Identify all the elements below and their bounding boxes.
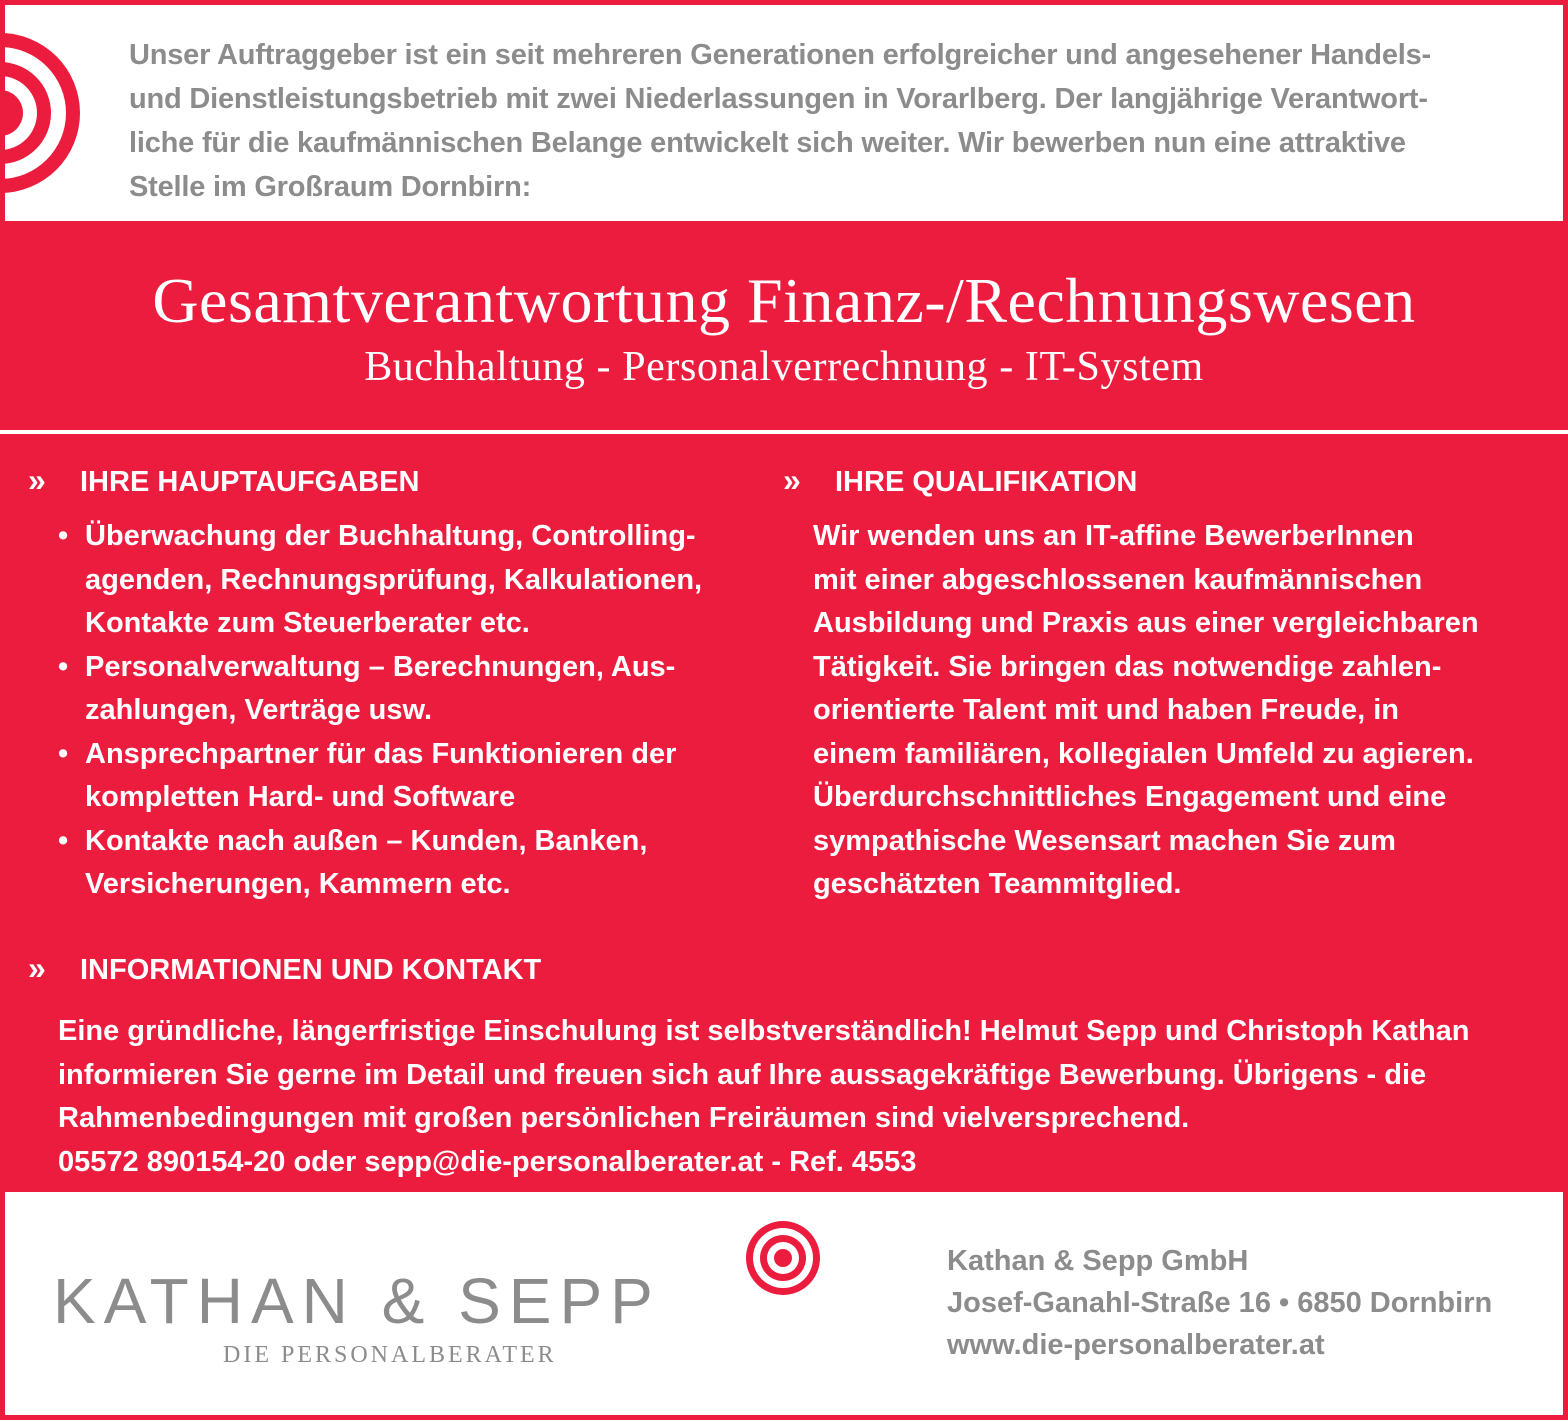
contact-line: Rahmenbedingungen mit großen persönlichen Freiräumen sind vielversprechend.	[58, 1102, 1190, 1134]
qualification-line: einem familiären, kollegialen Umfeld zu agieren.	[813, 737, 1474, 770]
qualification-line: Tätigkeit. Sie bringen das notwendige zahlen-	[813, 650, 1442, 683]
intro-line: Unser Auftraggeber ist ein seit mehreren Generationen erfolgreicher und angesehener Handels-	[129, 39, 1431, 71]
list-item-line: Versicherungen, Kammern etc.	[85, 868, 511, 900]
qualification-line: Überdurchschnittliches Engagement und eine	[813, 781, 1447, 813]
list-item	[58, 646, 778, 733]
list-item-line: Überwachung der Buchhaltung, Controlling-	[85, 520, 696, 552]
company-website-link[interactable]: www.die-personalberater.at	[947, 1329, 1325, 1361]
contact-line: informieren Sie gerne im Detail und freuen sich auf Ihre aussagekräftige Bewerbung. Übrigens - die	[58, 1058, 1427, 1091]
intro-line: Stelle im Großraum Dornbirn:	[129, 171, 532, 203]
company-logo-wordmark: KATHAN & SEPP	[53, 1265, 661, 1337]
job-subtitle: Buchhaltung - Personalverrechnung - IT-System	[364, 344, 1204, 390]
qualification-line: orientierte Talent mit und haben Freude, in	[813, 694, 1399, 726]
qualification-line: mit einer abgeschlossenen kaufmännischen	[813, 563, 1423, 596]
tasks-heading	[28, 460, 419, 500]
qualification-line: geschätzten Teammitglied.	[813, 868, 1182, 900]
bullet: •	[58, 520, 69, 552]
target-icon	[745, 1220, 821, 1296]
intro-panel	[5, 5, 1563, 221]
company-address: Josef-Ganahl-Straße 16 • 6850 Dornbirn	[947, 1287, 1493, 1319]
bullet: •	[58, 650, 69, 683]
qualification-line: sympathische Wesensart machen Sie zum	[813, 824, 1396, 857]
intro-line: liche für die kaufmännischen Belange entwickelt sich weiter. Wir bewerben nun eine attraktive	[129, 127, 1406, 159]
job-title: Gesamtverantwortung Finanz-/Rechnungswesen	[152, 265, 1416, 336]
qualification-paragraph	[813, 515, 1553, 907]
intro-paragraph	[129, 33, 1549, 209]
list-item-line: Ansprechpartner für das Funktionieren der	[85, 737, 677, 770]
company-logo-tagline: DIE PERSONALBERATER	[223, 1342, 557, 1368]
list-item	[58, 515, 778, 646]
qualification-line: Ausbildung und Praxis aus einer vergleichbaren	[813, 607, 1479, 639]
divider	[0, 430, 1568, 434]
intro-line: und Dienstleistungsbetrieb mit zwei Niederlassungen in Vorarlberg. Der langjährige Verantwort-	[129, 83, 1428, 115]
chevron-right-double-icon: »	[783, 462, 801, 498]
bullet: •	[58, 737, 69, 770]
chevron-right-double-icon: »	[28, 462, 46, 498]
list-item-line: Kontakte nach außen – Kunden, Banken,	[85, 824, 648, 857]
company-name: Kathan & Sepp GmbH	[947, 1245, 1249, 1277]
list-item	[58, 820, 778, 907]
target-icon	[5, 28, 90, 198]
qualification-heading	[783, 460, 1137, 500]
contact-line: Eine gründliche, längerfristige Einschulung ist selbstverständlich! Helmut Sepp und Christoph Kathan	[58, 1015, 1470, 1047]
list-item-line: agenden, Rechnungsprüfung, Kalkulationen,	[85, 563, 703, 596]
chevron-right-double-icon: »	[28, 950, 46, 986]
list-item	[58, 733, 778, 820]
qualification-heading-label: IHRE QUALIFIKATION	[835, 466, 1138, 498]
list-item-line: zahlungen, Verträge usw.	[85, 694, 433, 726]
qualification-line: Wir wenden uns an IT-affine BewerberInnen	[813, 520, 1414, 552]
footer-panel	[5, 1192, 1563, 1415]
tasks-heading-label: IHRE HAUPTAUFGABEN	[80, 466, 420, 498]
bullet: •	[58, 824, 69, 857]
contact-paragraph	[58, 1010, 1538, 1184]
list-item-line: Kontakte zum Steuerberater etc.	[85, 607, 530, 639]
contact-heading	[28, 948, 541, 988]
contact-heading-label: INFORMATIONEN UND KONTAKT	[80, 954, 542, 986]
list-item-line: kompletten Hard- und Software	[85, 781, 516, 813]
list-item-line: Personalverwaltung – Berechnungen, Aus-	[85, 650, 676, 683]
tasks-list	[58, 515, 778, 907]
contact-details: 05572 890154-20 oder sepp@die-personalberater.at - Ref. 4553	[58, 1145, 917, 1178]
company-address-block	[947, 1240, 1492, 1366]
